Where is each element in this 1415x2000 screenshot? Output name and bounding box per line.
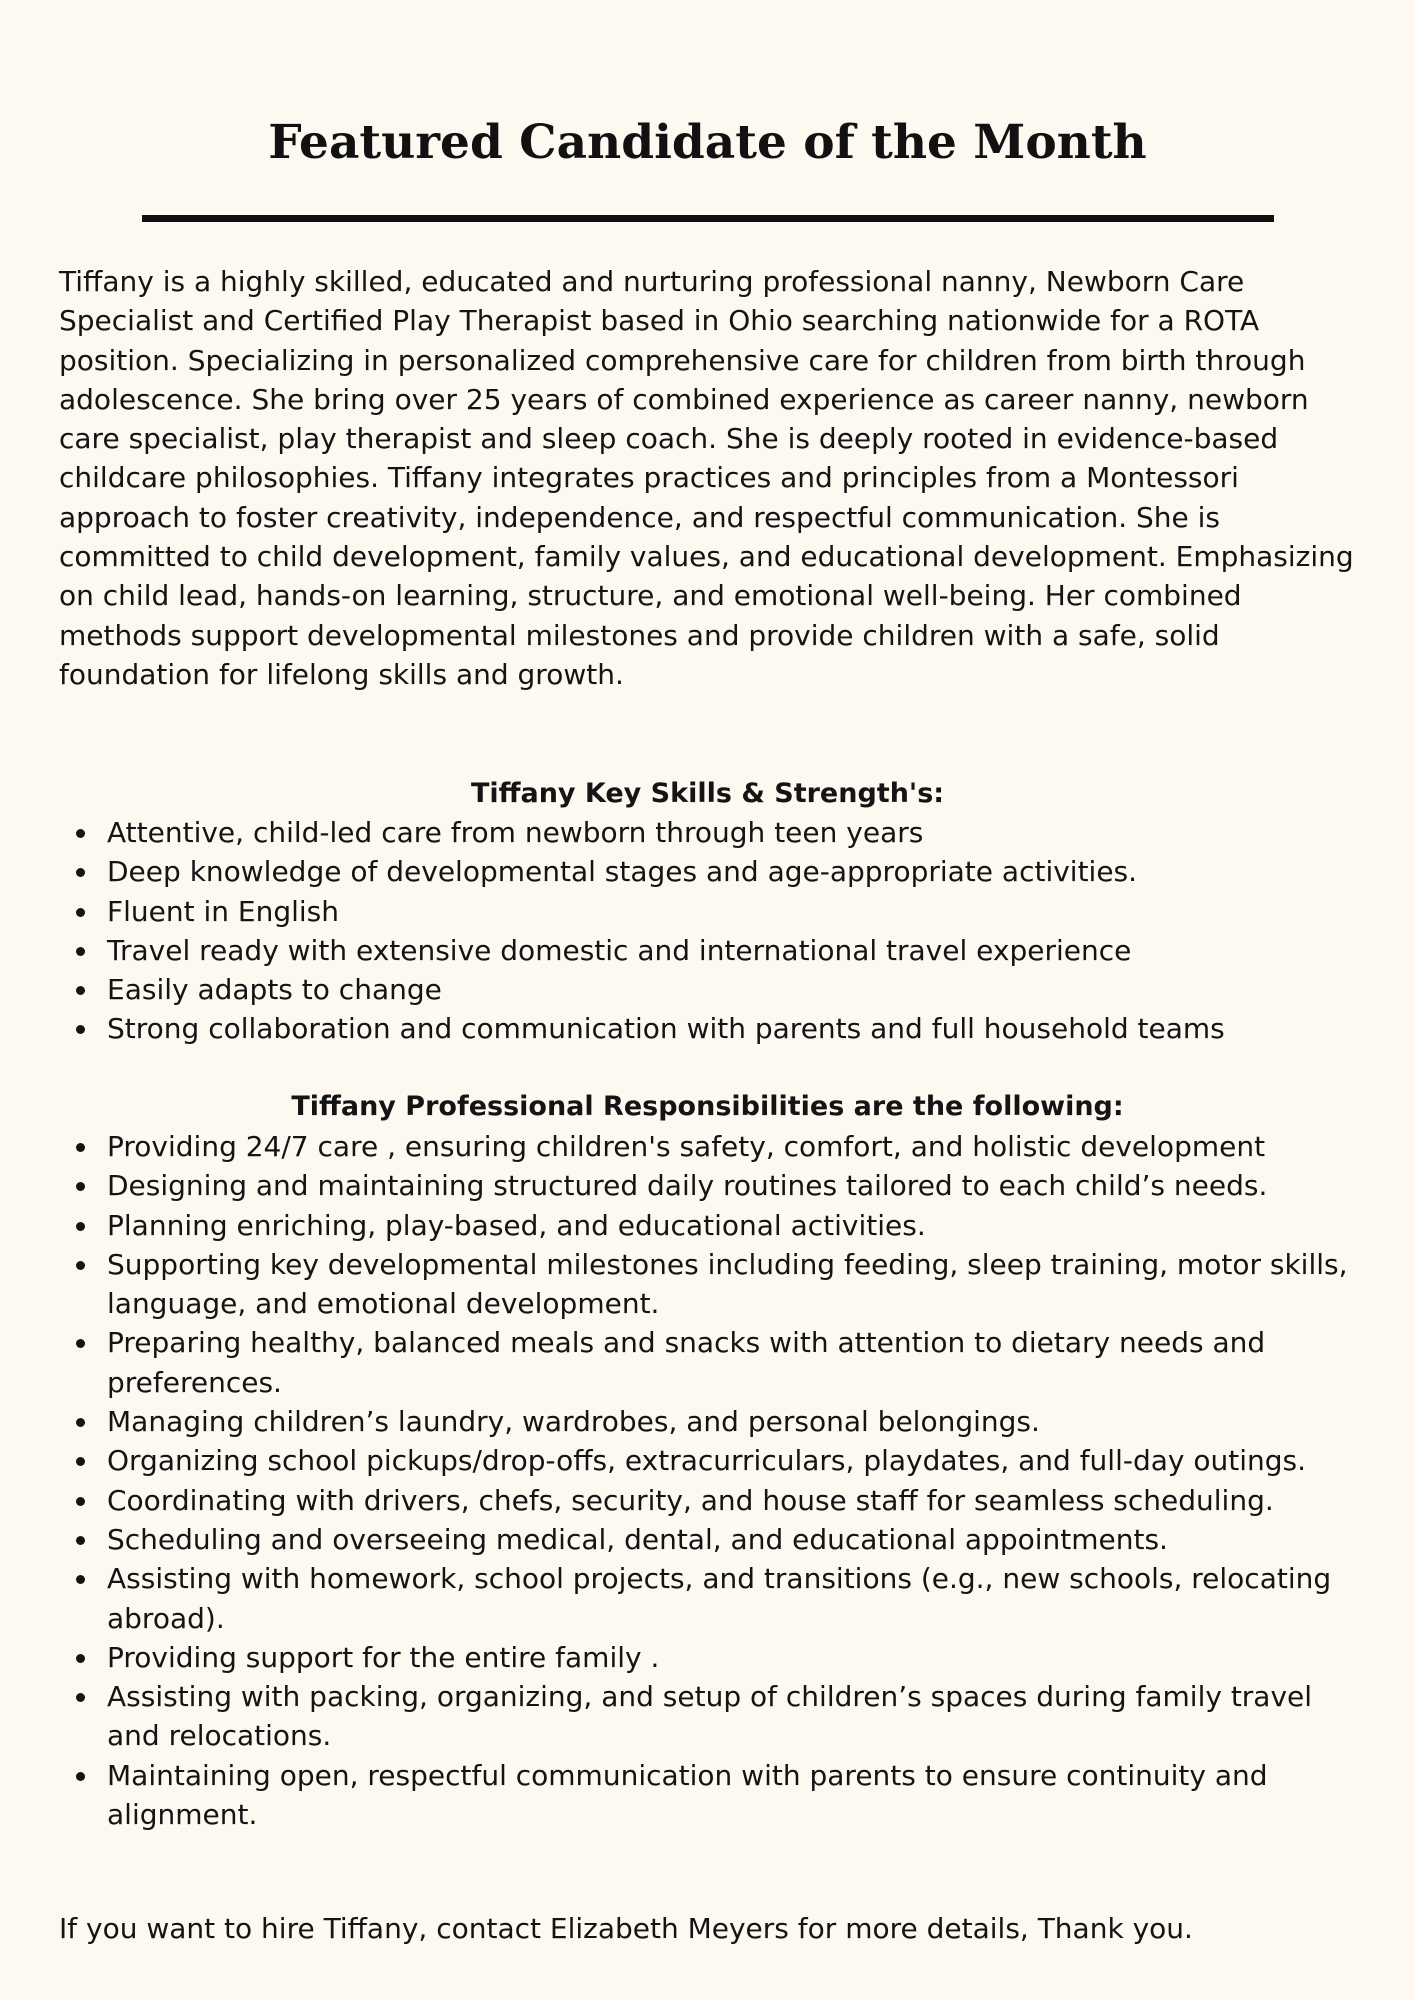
list-item: Providing support for the entire family . [59, 1638, 1369, 1677]
skills-list [59, 813, 1369, 1049]
skills-heading: Tiffany Key Skills & Strength's: [470, 778, 945, 809]
list-item: Assisting with homework, school projects, and transitions (e.g., new schools, relocating abroad). [59, 1559, 1369, 1638]
list-item: Fluent in English [59, 892, 1369, 931]
intro-paragraph: Tiffany is a highly skilled, educated and nurturing professional nanny, Newborn Care Specialist and Certified Play Therapist based in Ohio searching nationwide for a ROTA position. Specializing in personalized comprehensive care for children from birth through adolescence. She bring over 25 years of combined experience as career nanny, newborn care specialist, play therapist and sleep coach. She is deeply rooted in evidence-based childcare philosophies. Tiffany integrates practices and principles from a Montessori approach to foster creativity, independence, and respectful communication. She is committed to child development, family values, and educational development. Emphasizing on child lead, hands-on learning, structure, and emotional well-being. Her combined methods support developmental milestones and provide children with a safe, solid foundation for lifelong skills and growth. [59, 265, 1354, 691]
list-item: Planning enriching, play-based, and educational activities. [59, 1206, 1369, 1245]
list-item: Scheduling and overseeing medical, dental, and educational appointments. [59, 1520, 1369, 1559]
list-item: Providing 24/7 care , ensuring children's safety, comfort, and holistic development [59, 1127, 1369, 1166]
list-item: Designing and maintaining structured daily routines tailored to each child’s needs. [59, 1166, 1369, 1205]
title-divider [142, 215, 1274, 222]
list-item: Easily adapts to change [59, 970, 1369, 1009]
closing-note: If you want to hire Tiffany, contact Elizabeth Meyers for more details, Thank you. [59, 1912, 1193, 1945]
list-item: Deep knowledge of developmental stages and age-appropriate activities. [59, 852, 1369, 891]
list-item: Managing children’s laundry, wardrobes, and personal belongings. [59, 1402, 1369, 1441]
list-item: Strong collaboration and communication with parents and full household teams [59, 1009, 1369, 1048]
list-item: Attentive, child-led care from newborn through teen years [59, 813, 1369, 852]
responsibilities-heading: Tiffany Professional Responsibilities are the following: [291, 1091, 1124, 1122]
list-item: Supporting key developmental milestones including feeding, sleep training, motor skills, language, and emotional development. [59, 1245, 1369, 1324]
list-item: Organizing school pickups/drop-offs, extracurriculars, playdates, and full-day outings. [59, 1441, 1369, 1480]
page-title: Featured Candidate of the Month [268, 115, 1147, 170]
list-item: Travel ready with extensive domestic and international travel experience [59, 931, 1369, 970]
responsibilities-list [59, 1127, 1369, 1834]
list-item: Maintaining open, respectful communication with parents to ensure continuity and alignment. [59, 1756, 1369, 1835]
list-item: Preparing healthy, balanced meals and snacks with attention to dietary needs and preferences. [59, 1323, 1369, 1402]
list-item: Assisting with packing, organizing, and setup of children’s spaces during family travel and relocations. [59, 1677, 1369, 1756]
list-item: Coordinating with drivers, chefs, security, and house staff for seamless scheduling. [59, 1481, 1369, 1520]
